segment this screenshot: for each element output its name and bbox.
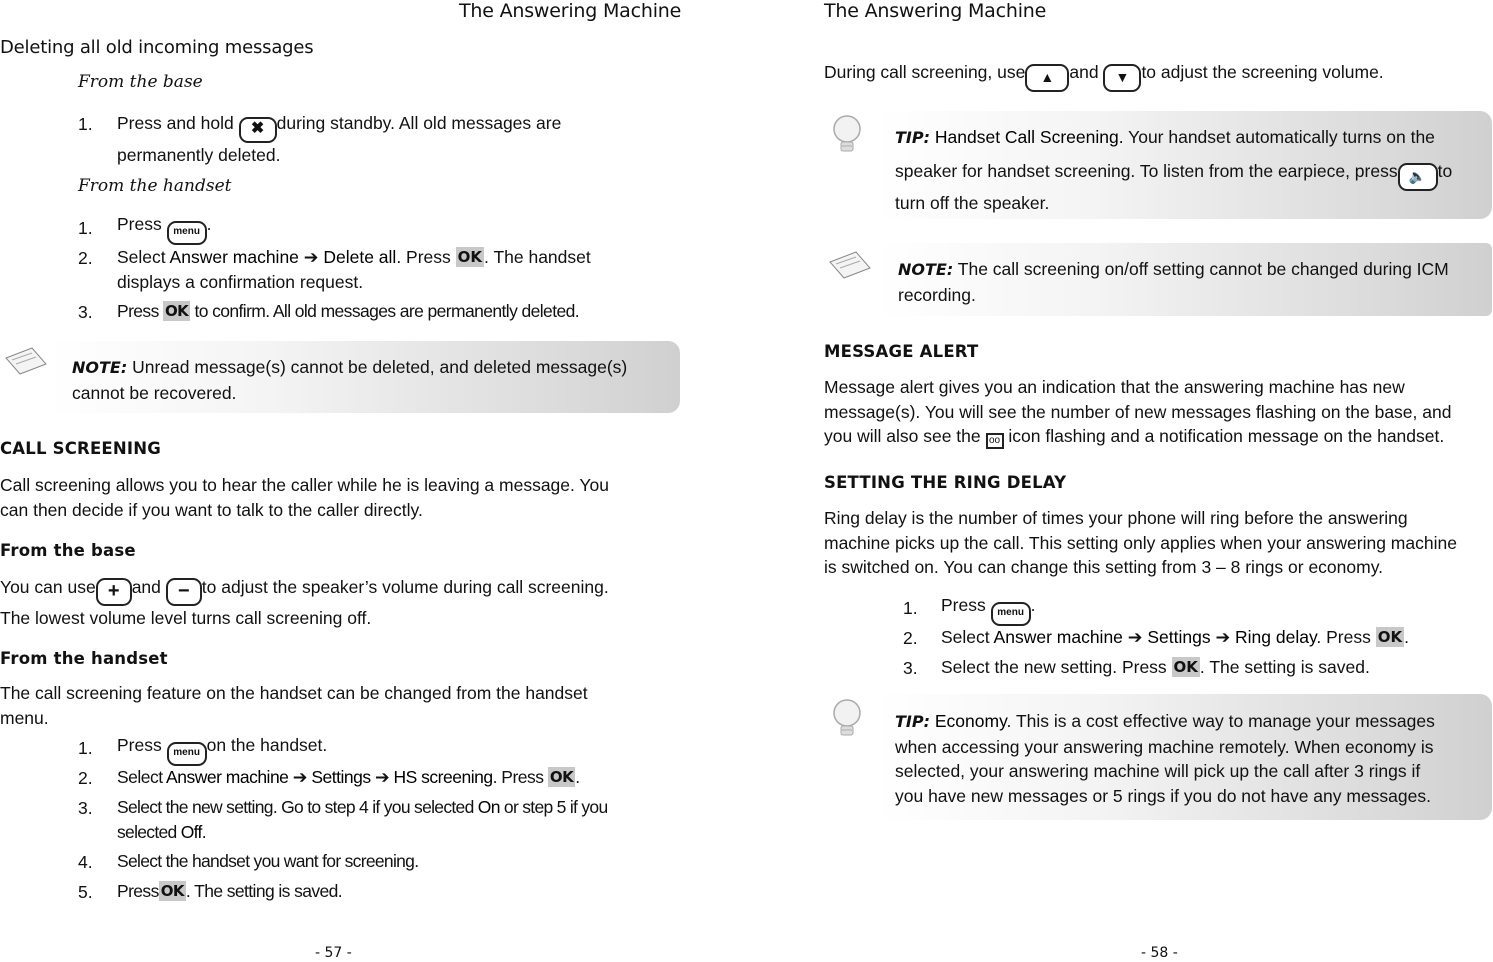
page-number-right: - 58 -: [1141, 945, 1178, 961]
base-step-1: Press and hold ✖ during standby. All old messages are permanently deleted.: [117, 113, 562, 165]
message-alert-text: Message alert gives you an indication that the answering machine has new message(s). You will see the number of new messages flashing on the base, and you will also see the oo icon flashing and a notification message on the handset.: [824, 375, 1492, 449]
step-number: 2.: [78, 248, 93, 268]
ring-delay-title: SETTING THE RING DELAY: [824, 473, 1067, 492]
handset-step-2: Select Answer machine ➔ Delete all. Press OK . The handset displays a confirmation request.: [117, 247, 591, 292]
ring-step-1: Press menu .: [941, 593, 1035, 626]
ok-key-icon: OK: [165, 302, 189, 320]
from-base-label: From the base: [78, 72, 203, 92]
ok-key-icon: OK: [549, 768, 574, 786]
plus-key-icon: +: [96, 578, 132, 606]
step-number: 3.: [903, 658, 918, 678]
step-number: 5.: [78, 882, 93, 902]
step-number: 1.: [78, 114, 93, 134]
note-right-text: NOTE: The call screening on/off setting cannot be changed during ICM recording.: [898, 259, 1449, 305]
note-paper-icon: [2, 344, 48, 376]
cs-handset-text: The call screening feature on the handset can be changed from the handset menu.: [0, 683, 588, 728]
tip-lightbulb-icon: [830, 113, 864, 159]
volume-down-key-icon: ▼: [1103, 64, 1141, 92]
handset-step-1: Press menu .: [117, 212, 211, 245]
cs-base-text: You can use + and − to adjust the speaker’s volume during call screening. The lowest volume level turns call screening off.: [0, 577, 609, 628]
cs-step-5: Press OK . The setting is saved.: [117, 881, 343, 901]
ok-key-icon: OK: [457, 248, 483, 266]
volume-up-key-icon: ▲: [1025, 64, 1069, 92]
cs-step-1: Press menu on the handset.: [117, 733, 327, 766]
handset-step-3: Press OK to confirm. All old messages are permanently deleted.: [117, 301, 579, 321]
delete-key-icon: ✖: [239, 117, 277, 143]
step-number: 3.: [78, 798, 93, 818]
message-icon: oo: [986, 433, 1004, 449]
cs-from-base: From the base: [0, 541, 136, 560]
tip-1-text: TIP: Handset Call Screening. Your handset automatically turns on the speaker for handset screening. To listen from the earpiece, press 🔈 to turn off the speaker.: [895, 127, 1453, 213]
step-number: 2.: [903, 628, 918, 648]
step-number: 1.: [903, 598, 918, 618]
menu-key-icon: menu: [167, 221, 207, 245]
cs-from-handset: From the handset: [0, 649, 168, 668]
call-screening-intro: Call screening allows you to hear the caller while he is leaving a message. You can then decide if you want to talk to the caller directly.: [0, 475, 609, 520]
left-page-header: The Answering Machine: [459, 0, 682, 22]
ring-step-2: Select Answer machine ➔ Settings ➔ Ring delay. Press OK .: [941, 627, 1409, 647]
tip-2-text: TIP: Economy. This is a cost effective way to manage your messages when accessing your answering machine remotely. When economy is selected, your answering machine will pick up the call after 3 rings if you have new messages or 5 rings if you do not have any messages.: [895, 711, 1435, 806]
step-number: 3.: [78, 302, 93, 322]
from-handset-label: From the handset: [78, 176, 232, 196]
menu-key-icon: menu: [991, 602, 1031, 626]
step-number: 2.: [78, 768, 93, 788]
message-alert-title: MESSAGE ALERT: [824, 342, 979, 361]
cs-step-4: Select the handset you want for screening.: [117, 851, 419, 871]
call-screening-title: CALL SCREENING: [0, 439, 161, 458]
right-page-header: The Answering Machine: [824, 0, 1047, 22]
screening-volume-text: During call screening, use ▲ and ▼ to adjust the screening volume.: [824, 60, 1484, 92]
menu-key-icon: menu: [167, 742, 207, 766]
ok-key-icon: OK: [1173, 658, 1198, 676]
section-title-deleting: Deleting all old incoming messages: [0, 37, 314, 58]
cs-step-3: Select the new setting. Go to step 4 if you selected On or step 5 if you selected Off.: [117, 797, 608, 842]
cs-step-2: Select Answer machine ➔ Settings ➔ HS screening. Press OK .: [117, 767, 580, 787]
ok-key-icon: OK: [160, 882, 184, 900]
note-paper-icon: [826, 248, 872, 280]
ring-step-3: Select the new setting. Press OK . The setting is saved.: [941, 657, 1370, 677]
step-number: 1.: [78, 218, 93, 238]
step-number: 1.: [78, 738, 93, 758]
ring-delay-text: Ring delay is the number of times your phone will ring before the answering machine picks up the call. This setting only applies when your answering machine is switched on. You can change this setting from 3 – 8 rings or economy.: [824, 508, 1457, 577]
speaker-key-icon: 🔈: [1398, 163, 1438, 191]
page-number-left: - 57 -: [315, 945, 352, 961]
tip-lightbulb-icon: [830, 697, 864, 743]
note-text: NOTE: Unread message(s) cannot be deleted, and deleted message(s) cannot be recovered.: [72, 357, 628, 403]
minus-key-icon: −: [166, 578, 202, 606]
ok-key-icon: OK: [1377, 628, 1403, 646]
step-number: 4.: [78, 852, 93, 872]
